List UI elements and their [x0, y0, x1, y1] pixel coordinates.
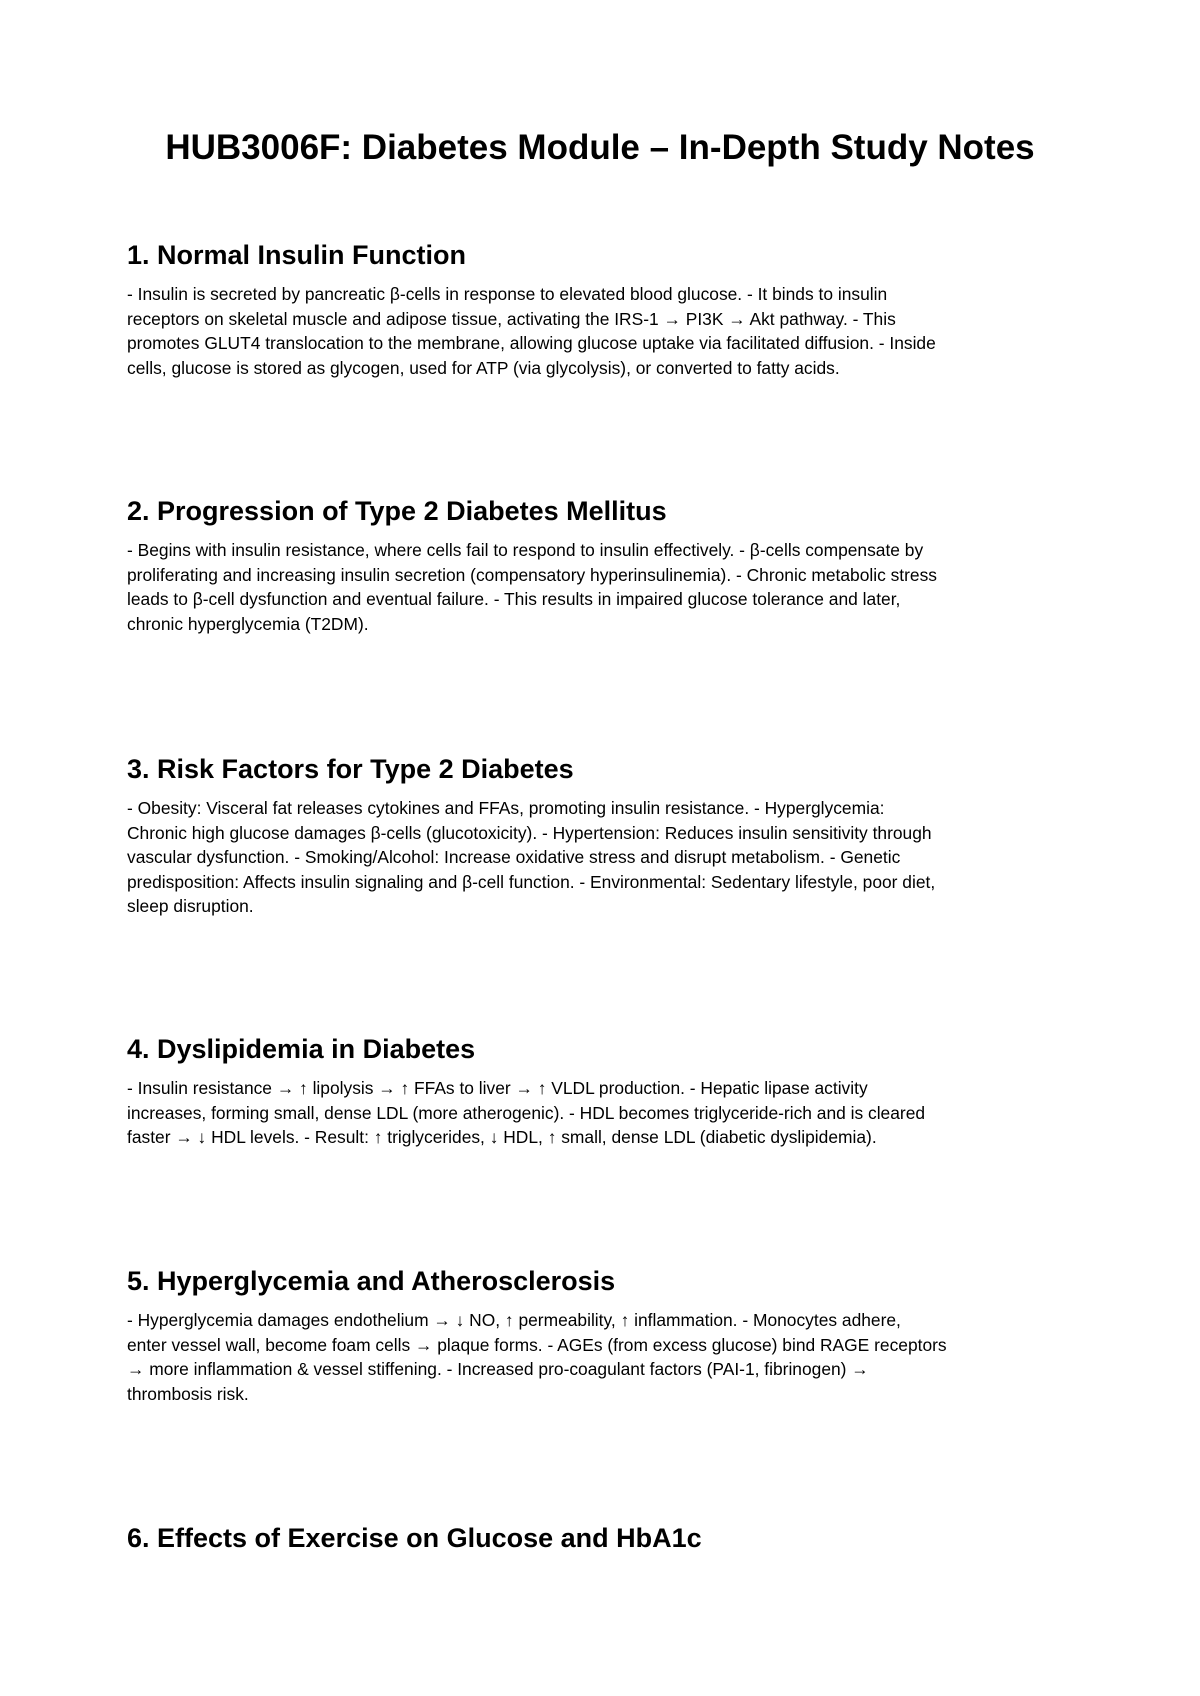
body-line: proliferating and increasing insulin secretion (compensatory hyperinsulinemia). - Chronic metabolic stress	[127, 564, 937, 585]
section-heading: 4. Dyslipidemia in Diabetes	[127, 1034, 476, 1064]
section-body	[127, 796, 1087, 919]
body-line: increases, forming small, dense LDL (more atherogenic). - HDL becomes triglyceride-rich and is cleared	[127, 1102, 926, 1123]
body-line: chronic hyperglycemia (T2DM).	[127, 613, 369, 634]
body-line: vascular dysfunction. - Smoking/Alcohol: Increase oxidative stress and disrupt metabolism. - Genetic	[127, 847, 901, 867]
body-line: - Obesity: Visceral fat releases cytokines and FFAs, promoting insulin resistance. - Hyperglycemia:	[127, 798, 885, 818]
body-line: - Insulin resistance → ↑ lipolysis → ↑ FFAs to liver → ↑ VLDL production. - Hepatic lipase activity	[127, 1078, 868, 1098]
body-line: leads to β-cell dysfunction and eventual failure. - This results in impaired glucose tolerance and later,	[127, 589, 901, 609]
document-title: HUB3006F: Diabetes Module – In-Depth Study Notes	[165, 128, 1035, 167]
section-normal-insulin-function	[127, 238, 1087, 380]
section-body	[127, 282, 1087, 380]
section-body	[127, 538, 1087, 636]
section-heading: 5. Hyperglycemia and Atherosclerosis	[127, 1266, 616, 1296]
body-line: - Insulin is secreted by pancreatic β-cells in response to elevated blood glucose. - It binds to insulin	[127, 284, 888, 304]
body-line: receptors on skeletal muscle and adipose tissue, activating the IRS-1 → PI3K → Akt pathway. - This	[127, 308, 896, 329]
section-heading: 1. Normal Insulin Function	[127, 240, 467, 270]
body-line: → more inflammation & vessel stiffening. - Increased pro-coagulant factors (PAI-1, fibrinogen) →	[127, 1359, 869, 1379]
body-line: thrombosis risk.	[127, 1383, 249, 1404]
body-line: - Begins with insulin resistance, where cells fail to respond to insulin effectively. - β-cells compensate by	[127, 540, 924, 560]
section-risk-factors	[127, 752, 1087, 919]
body-line: Chronic high glucose damages β-cells (glucotoxicity). - Hypertension: Reduces insulin sensitivity through	[127, 822, 932, 843]
body-line: enter vessel wall, become foam cells → plaque forms. - AGEs (from excess glucose) bind RAGE receptors	[127, 1334, 947, 1355]
section-exercise-effects	[127, 1521, 1087, 1565]
body-line: promotes GLUT4 translocation to the membrane, allowing glucose uptake via facilitated diffusion. - Inside	[127, 333, 936, 353]
section-hyperglycemia-atherosclerosis	[127, 1264, 1087, 1406]
section-heading: 3. Risk Factors for Type 2 Diabetes	[127, 754, 574, 784]
body-line: cells, glucose is stored as glycogen, used for ATP (via glycolysis), or converted to fatty acids.	[127, 357, 840, 378]
section-body	[127, 1076, 1087, 1150]
body-line: - Hyperglycemia damages endothelium → ↓ NO, ↑ permeability, ↑ inflammation. - Monocytes adhere,	[127, 1310, 901, 1330]
body-line: sleep disruption.	[127, 896, 254, 916]
section-dyslipidemia	[127, 1032, 1087, 1150]
body-line: predisposition: Affects insulin signaling and β-cell function. - Environmental: Sedentary lifestyle, poor diet,	[127, 871, 936, 892]
section-body	[127, 1308, 1087, 1406]
section-progression-t2dm	[127, 494, 1087, 636]
body-line: faster → ↓ HDL levels. - Result: ↑ triglycerides, ↓ HDL, ↑ small, dense LDL (diabetic dyslipidemia).	[127, 1127, 877, 1147]
section-heading: 6. Effects of Exercise on Glucose and HbA1c	[127, 1523, 702, 1553]
section-heading: 2. Progression of Type 2 Diabetes Mellitus	[127, 496, 667, 526]
